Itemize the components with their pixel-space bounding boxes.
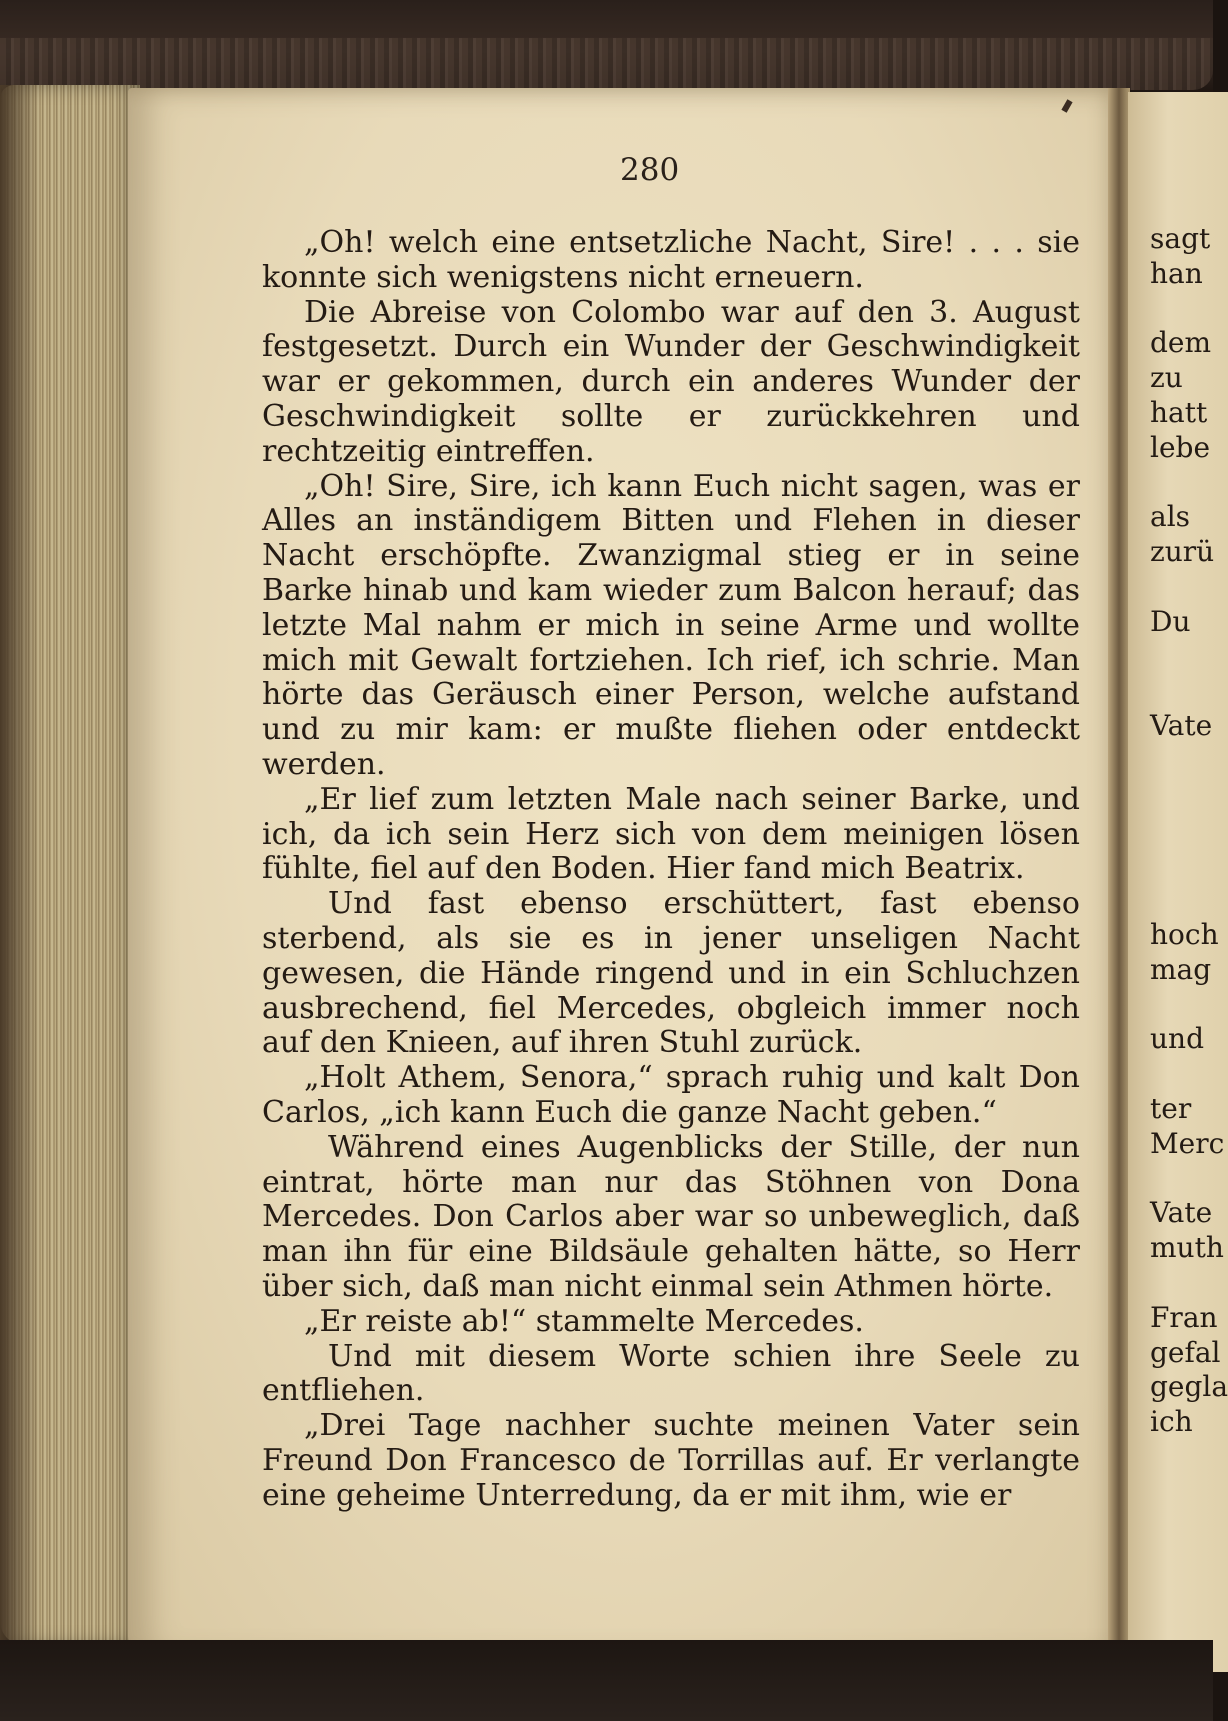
page-number: 280 (620, 152, 680, 188)
paragraph: „Er lief zum letzten Male nach seiner Barke, und ich, da ich sein Herz sich von dem meinigen lösen fühlte, fiel auf den Boden. Hier fand mich Beatrix. (262, 781, 1080, 887)
paragraph: Während eines Augenblicks der Stille, der nun eintrat, hörte man nur das Stöhnen von Dona Mercedes. Don Carlos aber war so unbeweglich, daß man ihn für eine Bildsäule gehalten hätte, so Herr über sich, daß man nicht einmal sein Athmen hörte. (262, 1129, 1080, 1304)
paragraph: „Oh! welch eine entsetzliche Nacht, Sire! . . . sie konnte sich wenigstens nicht erneuern. (262, 225, 1080, 295)
paragraph: Und mit diesem Worte schien ihre Seele zu entfliehen. (262, 1338, 1080, 1409)
page-body-text (262, 226, 1080, 1513)
paragraph: „Er reiste ab!“ stammelte Mercedes. (304, 1303, 864, 1339)
paragraph: „Drei Tage nachher suchte meinen Vater sein Freund Don Francesco de Torrillas auf. Er verlangte eine geheime Unterredung, da er mit ihm, wie er (262, 1408, 1080, 1513)
paragraph: „Oh! Sire, Sire, ich kann Euch nicht sagen, was er Alles an inständigem Bitten und Flehen in dieser Nacht erschöpfte. Zwanzigmal stieg er in seine Barke hinab und kam wieder zum Balcon herauf; das letzte Mal nahm er mich in seine Arme und wollte mich mit Gewalt fortziehen. Ich rief, ich schrie. Man hörte das Geräusch einer Person, welche aufstand und zu mir kam: er mußte fliehen oder entdeckt werden. (262, 468, 1080, 782)
paragraph: „Holt Athem, Senora,“ sprach ruhig und kalt Don Carlos, „ich kann Euch die ganze Nacht geben.“ (262, 1060, 1080, 1130)
paragraph: Die Abreise von Colombo war auf den 3. August festgesetzt. Durch ein Wunder der Geschwindigkeit war er gekommen, durch ein anderes Wunder der Geschwindigkeit sollte er zurückkehren und rechtzeitig eintreffen. (262, 294, 1080, 469)
page-edges-left (0, 85, 140, 1645)
book-gutter (1108, 88, 1130, 1678)
book-headband (0, 38, 1213, 90)
book-cover-bottom (0, 1640, 1213, 1721)
facing-page-text: sagt han dem zu hatt lebe als zurü Du Vate hoch mag und ter Merc Vate muth Fran gefal gegla ich (1150, 222, 1228, 1439)
paragraph: Und fast ebenso erschüttert, fast ebenso sterbend, als sie es in jener unseligen Nacht gewesen, die Hände ringend und in ein Schluchzen ausbrechend, fiel Mercedes, obgleich immer noch auf den Knieen, auf ihren Stuhl zurück. (262, 886, 1080, 1061)
